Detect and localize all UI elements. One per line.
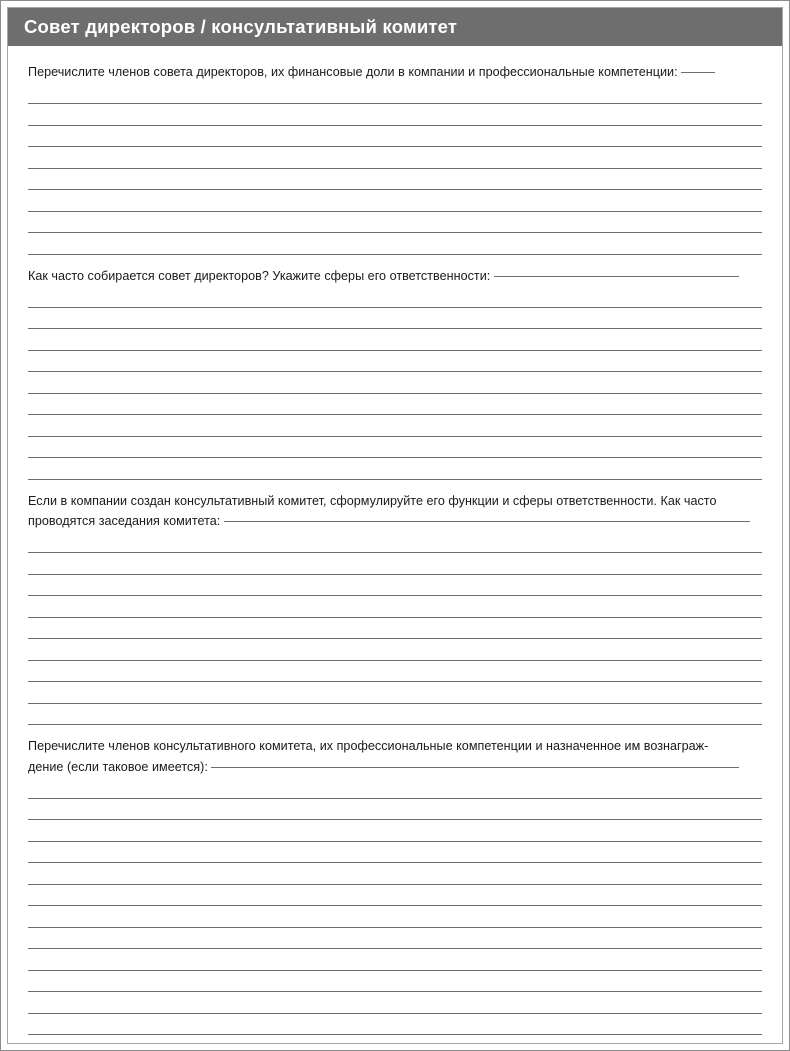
answer-line[interactable] [28, 885, 762, 907]
answer-line[interactable] [28, 415, 762, 437]
question-text: Как часто собирается совет директоров? Укажите сферы его ответственности: [28, 268, 491, 283]
question-text: Перечислите членов совета директоров, их финансовые доли в компании и профессиональные компетенции: [28, 65, 678, 79]
answer-line[interactable] [28, 233, 762, 255]
answer-line[interactable] [28, 661, 762, 683]
question-prompt [28, 266, 762, 287]
inline-answer-rule[interactable] [494, 276, 739, 277]
answer-line[interactable] [28, 308, 762, 330]
answer-line[interactable] [28, 820, 762, 842]
section-gap [28, 255, 762, 266]
question-prompt-line2 [28, 511, 762, 532]
answer-line[interactable] [28, 286, 762, 308]
answer-line[interactable] [28, 704, 762, 726]
section-gap [28, 480, 762, 491]
form-section-advisory-functions [28, 491, 762, 726]
answer-line[interactable] [28, 351, 762, 373]
form-content [8, 46, 782, 1035]
question-prompt-line2 [28, 757, 762, 778]
answer-line[interactable] [28, 799, 762, 821]
question-text: проводятся заседания комитета: [28, 514, 221, 528]
answer-line[interactable] [28, 971, 762, 993]
section-header [8, 8, 782, 46]
answer-line[interactable] [28, 682, 762, 704]
question-prompt-line1: Если в компании создан консультативный комитет, сформулируйте его функции и сферы ответственности. Как часто [28, 493, 717, 508]
form-section-board-frequency [28, 266, 762, 480]
answer-line[interactable] [28, 458, 762, 480]
inline-answer-rule[interactable] [211, 767, 739, 768]
page-frame [7, 7, 783, 1044]
answer-line[interactable] [28, 992, 762, 1014]
question-prompt-line1: Перечислите членов консультативного комитета, их профессиональные компетенции и назначенное им вознаграж- [28, 739, 709, 753]
answer-line[interactable] [28, 842, 762, 864]
form-section-board-members [28, 62, 762, 255]
answer-line[interactable] [28, 437, 762, 459]
question-prompt [28, 62, 762, 83]
answer-line[interactable] [28, 1014, 762, 1036]
answer-line[interactable] [28, 777, 762, 799]
page-title: Совет директоров / консультативный комитет [24, 15, 458, 37]
answer-line[interactable] [28, 596, 762, 618]
answer-line[interactable] [28, 147, 762, 169]
answer-line[interactable] [28, 928, 762, 950]
answer-line[interactable] [28, 532, 762, 554]
answer-line[interactable] [28, 394, 762, 416]
answer-line[interactable] [28, 169, 762, 191]
answer-line[interactable] [28, 329, 762, 351]
answer-line[interactable] [28, 372, 762, 394]
answer-line[interactable] [28, 639, 762, 661]
inline-answer-rule[interactable] [681, 72, 715, 73]
inline-answer-rule[interactable] [224, 521, 750, 522]
answer-line[interactable] [28, 949, 762, 971]
answer-line[interactable] [28, 190, 762, 212]
section-gap [28, 725, 762, 736]
answer-line[interactable] [28, 126, 762, 148]
form-section-advisory-members [28, 736, 762, 1035]
answer-line[interactable] [28, 575, 762, 597]
answer-line[interactable] [28, 618, 762, 640]
answer-line[interactable] [28, 863, 762, 885]
answer-line[interactable] [28, 212, 762, 234]
answer-line[interactable] [28, 906, 762, 928]
answer-line[interactable] [28, 553, 762, 575]
question-text: дение (если таковое имеется): [28, 759, 208, 774]
answer-line[interactable] [28, 104, 762, 126]
answer-line[interactable] [28, 83, 762, 105]
